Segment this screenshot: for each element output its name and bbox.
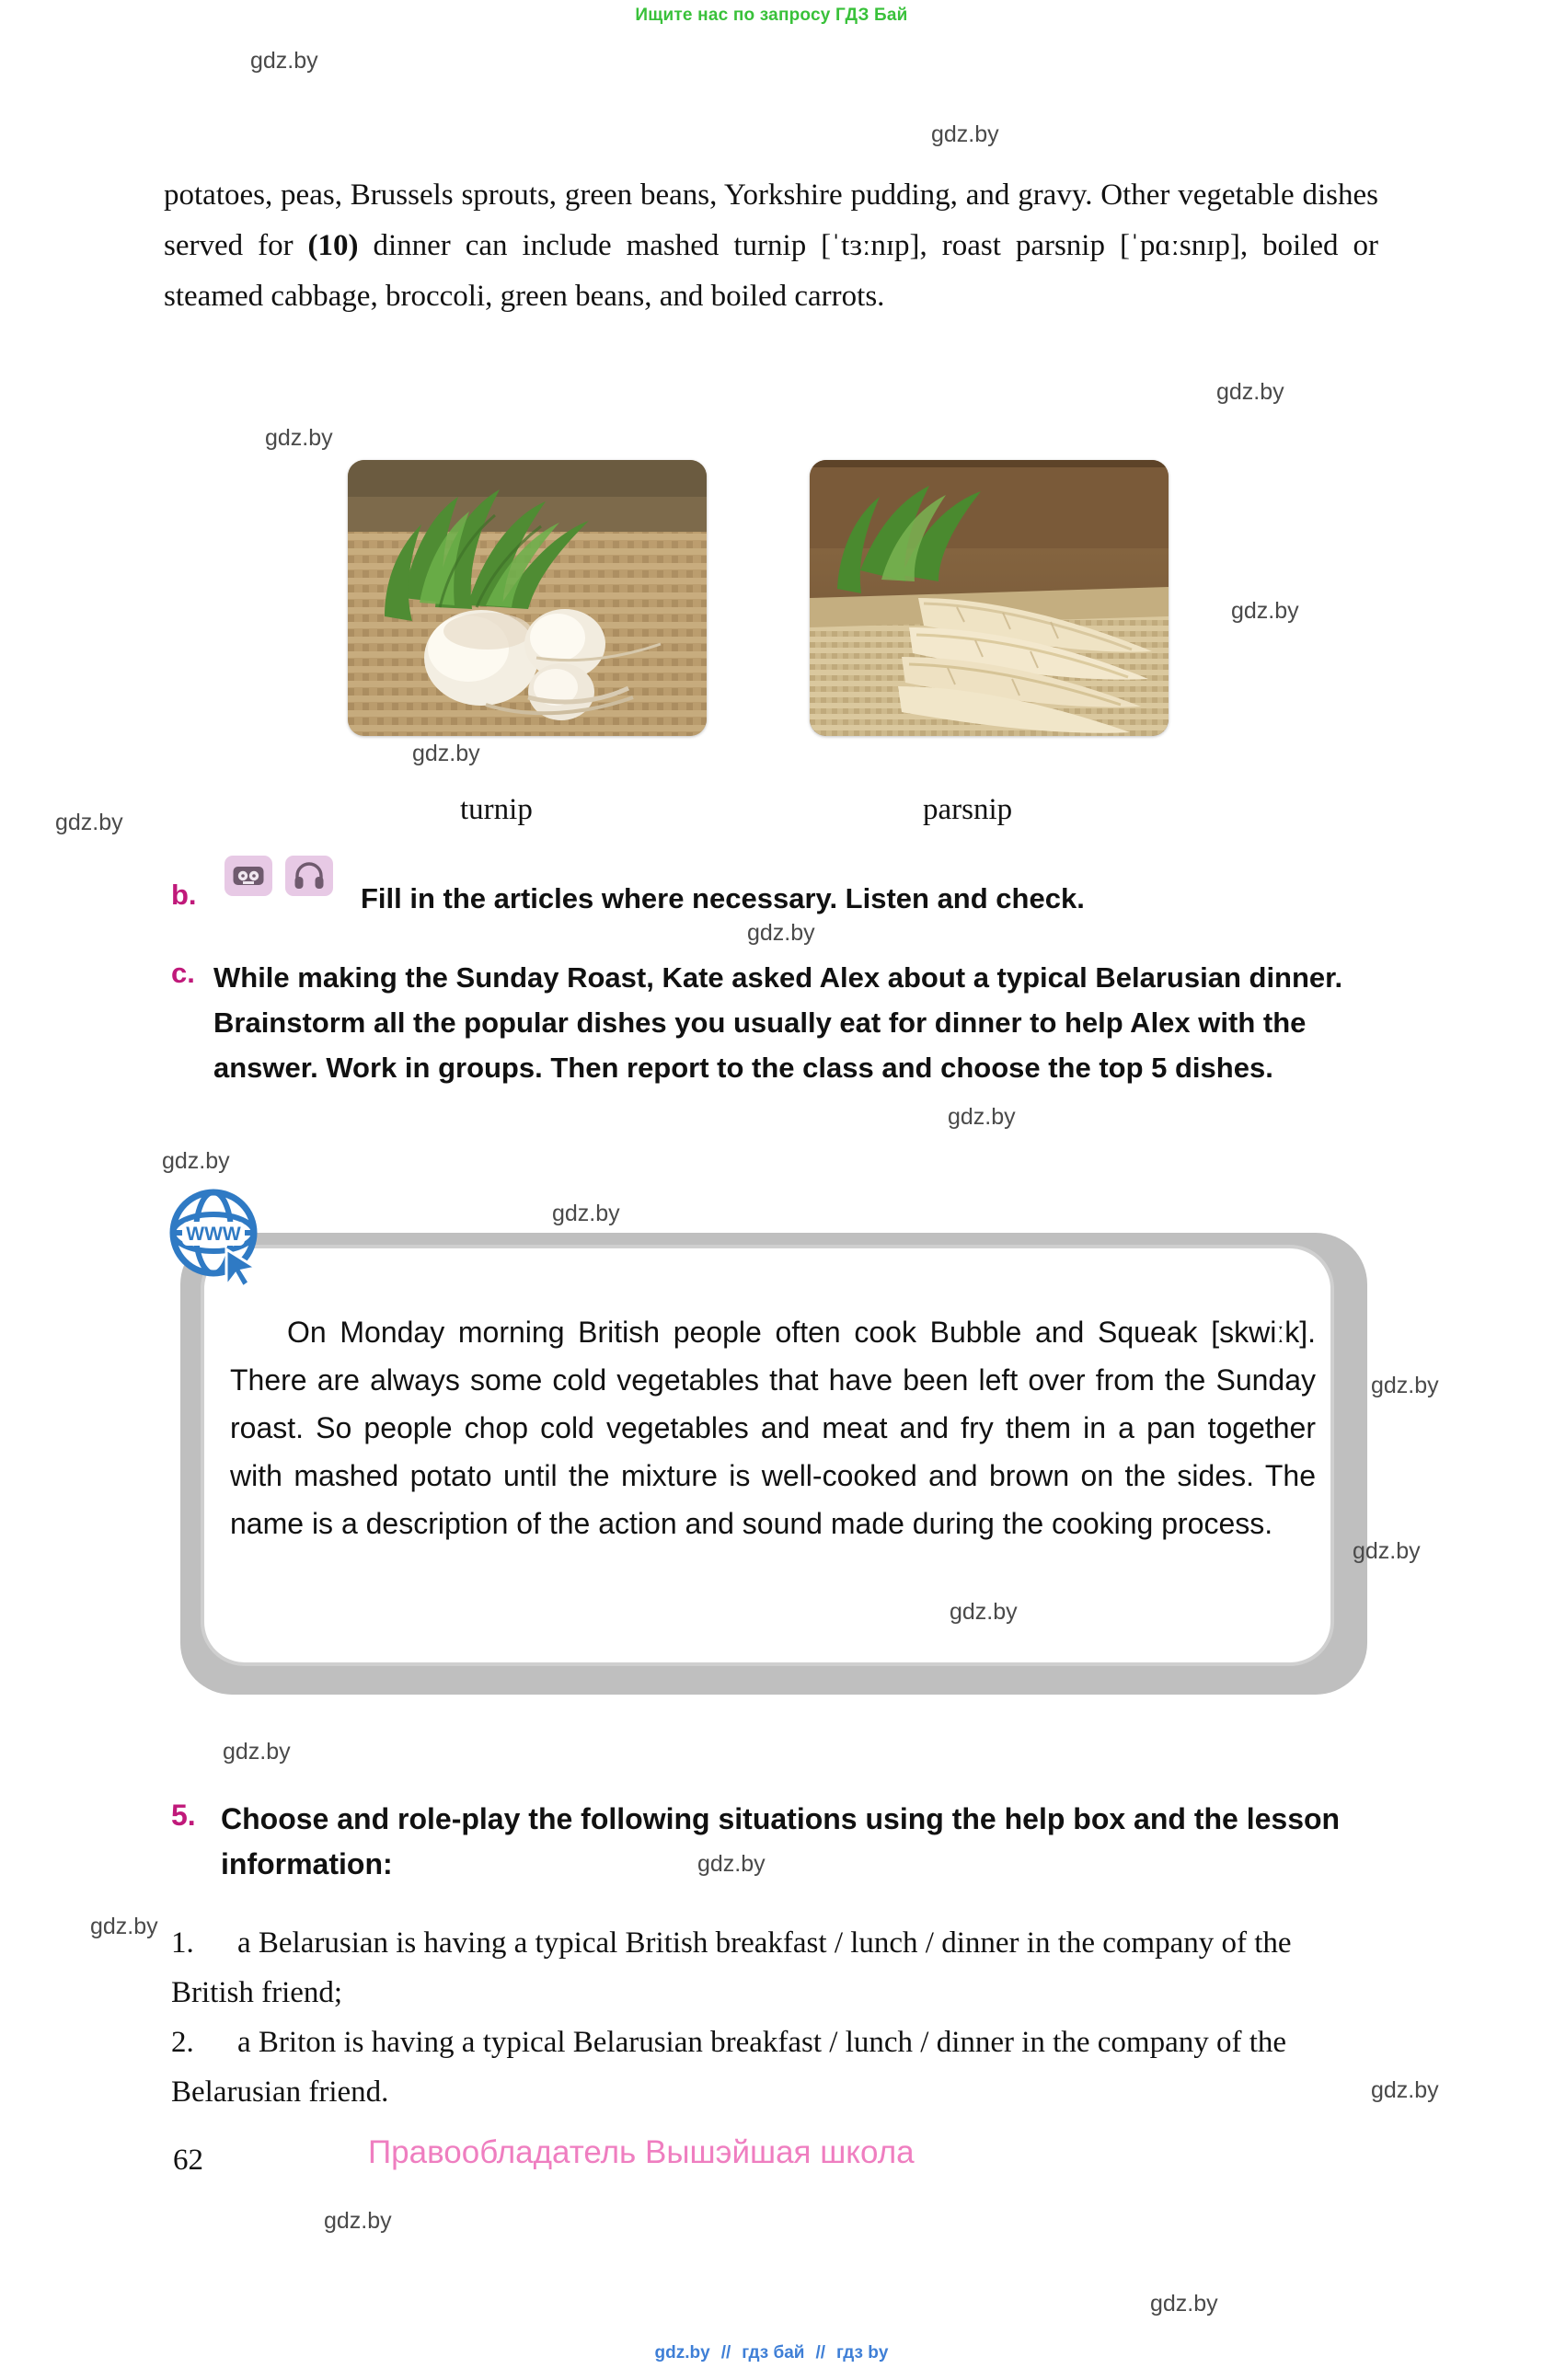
watermark: gdz.by (747, 920, 815, 946)
page-number: 62 (173, 2144, 203, 2177)
turnip-image (348, 460, 707, 736)
copyright-notice: Правообладатель Вышэйшая школа (368, 2134, 915, 2170)
task-b-text: Fill in the articles where necessary. Listen and check. (361, 882, 1085, 914)
turnip-caption: turnip (460, 793, 533, 826)
paragraph-part-1: potatoes, peas, Brussels sprouts, green beans, Yorkshire pudding, and gravy. Other vegetable dishes served for (164, 178, 1378, 262)
watermark: gdz.by (412, 741, 480, 766)
bottom-banner-2: гдз бай (742, 2343, 805, 2363)
list-item-text: a Belarusian is having a typical British breakfast / lunch / dinner in the company of the British friend; (171, 1926, 1292, 2009)
watermark: gdz.by (1150, 2291, 1218, 2317)
watermark: gdz.by (1371, 2077, 1439, 2103)
watermark: gdz.by (265, 425, 333, 451)
parsnip-caption: parsnip (923, 793, 1013, 826)
top-promo-banner: Ищите нас по запросу ГДЗ Бай (635, 6, 908, 25)
parsnip-image (810, 460, 1169, 736)
watermark: gdz.by (90, 1914, 158, 1939)
watermark: gdz.by (552, 1201, 620, 1226)
exercise-5-number: 5. (171, 1799, 196, 1832)
watermark: gdz.by (324, 2208, 392, 2234)
watermark: gdz.by (223, 1739, 291, 1765)
watermark: gdz.by (1353, 1538, 1421, 1564)
list-item-lead: 1. (171, 1926, 194, 1960)
body-paragraph (164, 170, 1378, 322)
audio-cassette-icon[interactable] (225, 856, 272, 896)
watermark: gdz.by (250, 48, 318, 74)
watermark: gdz.by (1216, 379, 1284, 405)
task-c-text: While making the Sunday Roast, Kate asked Alex about a typical Belarusian dinner. Brainstorm all the popular dishes you usually eat for dinner to help Alex with the answer. Work in groups. Then report to the class and choose the top 5 dishes. (213, 961, 1343, 1084)
list-item-text: a Briton is having a typical Belarusian breakfast / lunch / dinner in the company of the Belarusian friend. (171, 2026, 1287, 2109)
task-letter-c: c. (171, 957, 195, 989)
turnip-photo (348, 460, 707, 736)
watermark: gdz.by (162, 1148, 230, 1174)
watermark: gdz.by (948, 1104, 1016, 1130)
svg-text:WWW: WWW (186, 1224, 241, 1245)
parsnip-photo (810, 460, 1169, 736)
watermark: gdz.by (1231, 598, 1299, 624)
bottom-promo-banner (0, 2343, 1543, 2363)
watermark: gdz.by (1371, 1373, 1439, 1398)
list-item (171, 2018, 1367, 2117)
list-item-lead: 2. (171, 2026, 194, 2059)
exercise-5-prompt: Choose and role-play the following situations using the help box and the lesson information: (221, 1802, 1341, 1880)
watermark: gdz.by (950, 1599, 1018, 1625)
bottom-banner-sep2: // (815, 2343, 826, 2363)
watermark: gdz.by (55, 810, 123, 835)
list-item (171, 1918, 1367, 2018)
watermark: gdz.by (931, 121, 999, 147)
www-globe-icon (158, 1178, 276, 1295)
bottom-banner-3: гдз by (836, 2343, 889, 2363)
paragraph-bold-number: (10) (307, 229, 359, 262)
info-box-body: On Monday morning British people often cook Bubble and Squeak [skwiːk]. There are always some cold vegetables that have been left over from the Sunday roast. So people chop cold vegetables and meat and fry them in a pan together with mashed potato until the mixture is well-cooked and brown on the sides. The name is a description of the action and sound made during the cooking process. (230, 1316, 1316, 1540)
headphones-icon[interactable] (285, 856, 333, 896)
bottom-banner-sep1: // (720, 2343, 731, 2363)
bottom-banner-1: gdz.by (654, 2343, 710, 2363)
paragraph-part-2: dinner can include mashed turnip [ˈtɜːnɪp], roast parsnip [ˈpɑːsnɪp], boiled or steamed cabbage, broccoli, green beans, and boiled carrots. (164, 229, 1378, 313)
info-box-text (230, 1308, 1316, 1547)
task-letter-b: b. (171, 879, 197, 911)
watermark: gdz.by (697, 1851, 766, 1877)
